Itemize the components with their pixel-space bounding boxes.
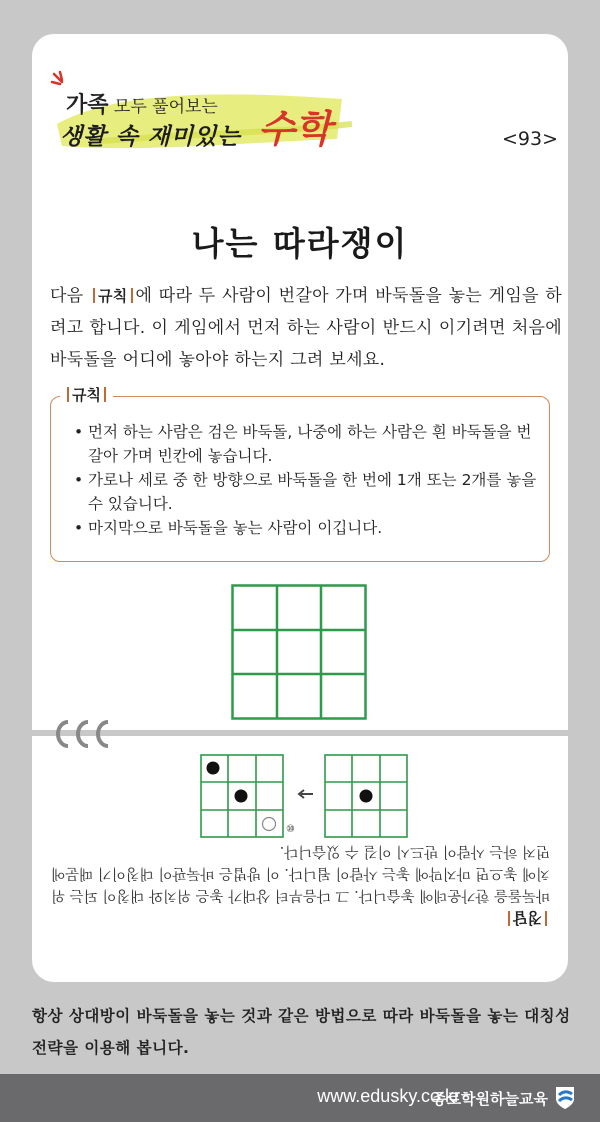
publisher-shield-icon bbox=[554, 1085, 576, 1111]
rule-item: • 가로나 세로 중 한 방향으로 바둑돌을 한 번에 1개 또는 2개를 놓을 수 있습니다. bbox=[72, 468, 538, 516]
rule-tag-inline: 규칙 bbox=[90, 287, 136, 305]
answer-body: 바둑돌을 한가운데에 놓습니다. 그 다음부터 상대가 놓은 위치와 대칭이 되는 위치에 놓으면 마지막에 놓는 사람이 됩니다. 이 방법은 바둑판이 대칭이기 때문에 먼저 하는 사람이 반드시 이길 수 있습니다. bbox=[51, 843, 550, 903]
step-number: ⑩ bbox=[286, 824, 295, 835]
publisher-name: 종로학원하늘교육 bbox=[432, 1090, 548, 1108]
series-title-line2: 생활 속 재미있는 bbox=[60, 124, 241, 150]
website-link[interactable]: www.edusky.co.kr bbox=[317, 1086, 460, 1106]
rule-item: • 먼저 하는 사람은 검은 바둑돌, 나중에 하는 사람은 흰 바둑돌을 번갈아 가며 빈칸에 놓습니다. bbox=[72, 420, 538, 468]
episode-number: <93> bbox=[501, 128, 558, 150]
rules-list bbox=[72, 420, 538, 540]
question-body: 에 따라 두 사람이 번갈아 가며 바둑돌을 놓는 게임을 하려고 합니다. 이 게임에서 먼저 하는 사람이 반드시 이기려면 처음에 바둑돌을 어디에 놓아야 하는지 그려 보세요. bbox=[50, 286, 562, 370]
empty-game-grid bbox=[231, 584, 367, 720]
answer-label: 정답 bbox=[505, 909, 550, 927]
answer-section bbox=[50, 744, 550, 970]
rule-item: • 마지막으로 바둑돌을 놓는 사람이 이깁니다. bbox=[72, 516, 538, 540]
page-title: 나는 따라쟁이 bbox=[191, 224, 409, 263]
series-family: 가족 bbox=[66, 93, 109, 118]
hint-text: 항상 상대방이 바둑돌을 놓는 것과 같은 방법으로 따라 바둑돌을 놓는 대칭성 전략을 이용해 봅니다. bbox=[32, 1007, 571, 1057]
answer-text-upside-down bbox=[50, 840, 550, 929]
question-prefix: 다음 bbox=[50, 286, 90, 306]
question-text bbox=[50, 280, 562, 376]
footer bbox=[0, 1074, 600, 1122]
series-subtitle: 모두 풀어보는 bbox=[113, 97, 218, 117]
series-title-line1 bbox=[66, 88, 218, 119]
rules-label: 규칙 bbox=[60, 384, 113, 405]
series-math: 수학 bbox=[258, 107, 332, 151]
